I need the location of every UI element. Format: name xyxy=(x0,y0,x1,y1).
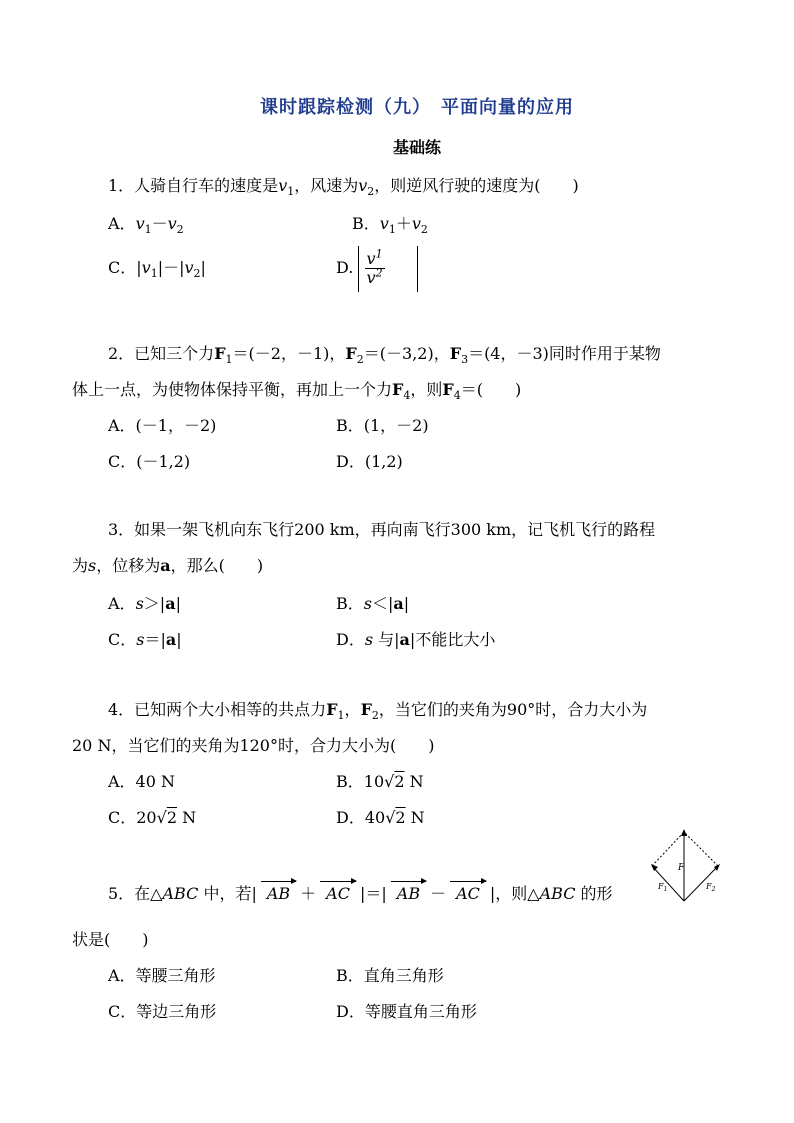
abs-bar-left xyxy=(358,246,359,292)
abs-bar-right xyxy=(417,246,418,292)
question-2-option-b[interactable]: B．(1，－2) xyxy=(336,416,429,435)
question-4-option-c[interactable]: C．20√2 N xyxy=(108,808,197,827)
question-5-stem-line1: 5．在△ABC 中，若| AB ＋ AC |＝| AB － AC |，则△ABC 的形 xyxy=(108,884,613,903)
vector-ac: AC xyxy=(320,884,356,904)
force-diagram xyxy=(648,826,728,906)
parallelogram-edge xyxy=(652,832,684,866)
question-5-stem-line2: 状是( ) xyxy=(72,930,149,949)
arrowhead-icon xyxy=(681,829,687,836)
vector-ab: AB xyxy=(261,884,296,904)
vector-ac: AC xyxy=(450,884,486,904)
question-4-option-d[interactable]: D．40√2 N xyxy=(336,808,425,827)
question-4-stem-line1: 4．已知两个大小相等的共点力$F_1$，$F_2$，当它们的夹角为90°时，合力大小为 xyxy=(108,700,648,723)
arrowhead-icon xyxy=(651,864,658,871)
question-3-option-d[interactable]: D．s 与|a|不能比大小 xyxy=(336,630,496,649)
question-3-option-b[interactable]: B．s＜|a| xyxy=(336,594,410,613)
question-3-stem-line2: 为s，位移为a，那么( ) xyxy=(72,556,264,575)
parallelogram-edge xyxy=(684,832,718,866)
question-1-option-d[interactable]: D. $\frac{v^1}{v^2}$ xyxy=(336,244,418,292)
question-4-stem-line2: 20 N，当它们的夹角为120°时，合力大小为( ) xyxy=(72,736,435,755)
question-1-stem: 1．人骑自行车的速度是$v_1$，风速为$v_2$，则逆风行驶的速度为( ) xyxy=(108,176,579,199)
question-3-option-a[interactable]: A．s＞|a| xyxy=(108,594,181,613)
question-4-option-b[interactable]: B．10√2 N xyxy=(336,772,424,791)
page-title: 课时跟踪检测（九） 平面向量的应用 xyxy=(260,97,574,118)
question-5-option-b[interactable]: B．直角三角形 xyxy=(336,966,444,985)
question-2-stem-line2: 体上一点，为使物体保持平衡，再加上一个力$F_4$，则$F_4=$( ) xyxy=(72,380,522,403)
question-3-option-c[interactable]: C．s＝|a| xyxy=(108,630,182,649)
question-5-option-a[interactable]: A．等腰三角形 xyxy=(108,966,216,985)
question-2-option-c[interactable]: C．(－1,2) xyxy=(108,452,191,471)
question-5-option-d[interactable]: D．等腰直角三角形 xyxy=(336,1002,477,1021)
question-2-option-d[interactable]: D．(1,2) xyxy=(336,452,403,471)
force-2-arrow xyxy=(684,866,718,901)
question-2-option-a[interactable]: A．(－1，－2) xyxy=(108,416,217,435)
question-1-option-a[interactable]: A．$v_1-v_2$ xyxy=(108,214,184,237)
question-4-option-a[interactable]: A．40 N xyxy=(108,772,176,791)
section-subtitle: 基础练 xyxy=(392,138,441,157)
vector-ab: AB xyxy=(391,884,426,904)
question-1-option-c[interactable]: C．$|v_1|-|v_2|$ xyxy=(108,258,206,281)
question-5-option-c[interactable]: C．等边三角形 xyxy=(108,1002,217,1021)
question-3-stem-line1: 3．如果一架飞机向东飞行200 km，再向南飞行300 km，记飞机飞行的路程 xyxy=(108,520,656,539)
label-f: F xyxy=(678,863,685,873)
label-f2: $F_2$ xyxy=(706,882,716,893)
label-f1: $F_1$ xyxy=(658,882,668,893)
question-1-option-b[interactable]: B．$v_1+v_2$ xyxy=(352,214,428,237)
fraction: $\frac{v^1}{v^2}$ xyxy=(366,247,383,287)
question-2-stem-line1: 2．已知三个力$F_1=(-2$，－1)，$F_2=(-3,2)$，$F_3=(4$，－3)同时作用于某物 xyxy=(108,344,661,367)
